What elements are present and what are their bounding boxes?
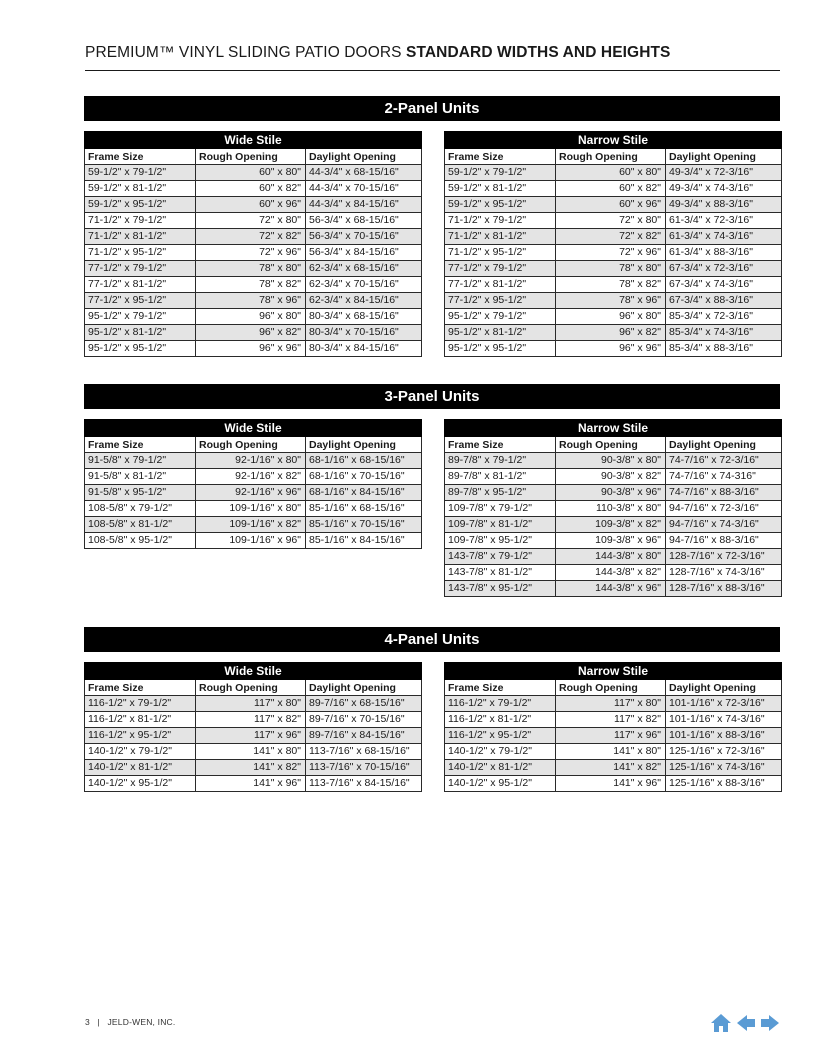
daylight-opening-cell: 44-3/4" x 68-15/16" xyxy=(306,165,422,181)
daylight-opening-cell: 89-7/16" x 68-15/16" xyxy=(306,696,422,712)
column-header-daylight-opening: Daylight Opening xyxy=(666,437,782,453)
column-header-frame-size: Frame Size xyxy=(445,149,556,165)
table-row xyxy=(445,712,782,728)
table-row xyxy=(85,181,422,197)
rough-opening-cell: 144-3/8" x 82" xyxy=(556,565,666,581)
next-page-icon[interactable] xyxy=(760,1013,780,1033)
rough-opening-cell: 117" x 82" xyxy=(196,712,306,728)
daylight-opening-cell: 113-7/16" x 70-15/16" xyxy=(306,760,422,776)
table-3-panel-wide-stile xyxy=(84,419,422,549)
page-number: 3 xyxy=(85,1017,90,1027)
rough-opening-cell: 90-3/8" x 82" xyxy=(556,469,666,485)
frame-size-cell: 140-1/2" x 95-1/2" xyxy=(85,776,196,792)
rough-opening-cell: 90-3/8" x 96" xyxy=(556,485,666,501)
rough-opening-cell: 109-1/16" x 82" xyxy=(196,517,306,533)
column-header-frame-size: Frame Size xyxy=(85,149,196,165)
daylight-opening-cell: 74-7/16" x 88-3/16" xyxy=(666,485,782,501)
frame-size-cell: 71-1/2" x 81-1/2" xyxy=(85,229,196,245)
frame-size-cell: 91-5/8" x 79-1/2" xyxy=(85,453,196,469)
frame-size-cell: 59-1/2" x 95-1/2" xyxy=(85,197,196,213)
daylight-opening-cell: 67-3/4" x 72-3/16" xyxy=(666,261,782,277)
rough-opening-cell: 72" x 96" xyxy=(196,245,306,261)
page-title-regular: PREMIUM™ VINYL SLIDING PATIO DOORS xyxy=(85,44,402,61)
rough-opening-cell: 60" x 80" xyxy=(196,165,306,181)
rough-opening-cell: 78" x 80" xyxy=(196,261,306,277)
rough-opening-cell: 72" x 96" xyxy=(556,245,666,261)
daylight-opening-cell: 113-7/16" x 84-15/16" xyxy=(306,776,422,792)
frame-size-cell: 71-1/2" x 79-1/2" xyxy=(445,213,556,229)
daylight-opening-cell: 94-7/16" x 72-3/16" xyxy=(666,501,782,517)
previous-page-icon[interactable] xyxy=(736,1013,756,1033)
table-row xyxy=(445,309,782,325)
table-row xyxy=(445,581,782,597)
rough-opening-cell: 96" x 96" xyxy=(196,341,306,357)
daylight-opening-cell: 85-3/4" x 72-3/16" xyxy=(666,309,782,325)
daylight-opening-cell: 113-7/16" x 68-15/16" xyxy=(306,744,422,760)
table-row xyxy=(85,760,422,776)
column-header-frame-size: Frame Size xyxy=(445,437,556,453)
rough-opening-cell: 92-1/16" x 96" xyxy=(196,485,306,501)
column-header-daylight-opening: Daylight Opening xyxy=(306,680,422,696)
frame-size-cell: 140-1/2" x 95-1/2" xyxy=(445,776,556,792)
frame-size-cell: 77-1/2" x 81-1/2" xyxy=(85,277,196,293)
frame-size-cell: 109-7/8" x 95-1/2" xyxy=(445,533,556,549)
frame-size-cell: 95-1/2" x 95-1/2" xyxy=(85,341,196,357)
daylight-opening-cell: 74-7/16" x 72-3/16" xyxy=(666,453,782,469)
daylight-opening-cell: 85-1/16" x 84-15/16" xyxy=(306,533,422,549)
rough-opening-cell: 144-3/8" x 96" xyxy=(556,581,666,597)
table-row xyxy=(85,517,422,533)
table-row xyxy=(85,325,422,341)
table-4-panel-narrow-stile xyxy=(444,662,782,792)
daylight-opening-cell: 44-3/4" x 84-15/16" xyxy=(306,197,422,213)
table-row xyxy=(85,776,422,792)
frame-size-cell: 77-1/2" x 95-1/2" xyxy=(445,293,556,309)
daylight-opening-cell: 80-3/4" x 84-15/16" xyxy=(306,341,422,357)
table-row xyxy=(85,229,422,245)
frame-size-cell: 59-1/2" x 79-1/2" xyxy=(85,165,196,181)
daylight-opening-cell: 85-1/16" x 68-15/16" xyxy=(306,501,422,517)
daylight-opening-cell: 80-3/4" x 68-15/16" xyxy=(306,309,422,325)
daylight-opening-cell: 68-1/16" x 68-15/16" xyxy=(306,453,422,469)
table-group-label: Wide Stile xyxy=(85,132,422,149)
column-header-rough-opening: Rough Opening xyxy=(196,149,306,165)
rough-opening-cell: 117" x 80" xyxy=(556,696,666,712)
table-row xyxy=(445,261,782,277)
daylight-opening-cell: 80-3/4" x 70-15/16" xyxy=(306,325,422,341)
table-row xyxy=(445,469,782,485)
frame-size-cell: 140-1/2" x 79-1/2" xyxy=(85,744,196,760)
daylight-opening-cell: 125-1/16" x 88-3/16" xyxy=(666,776,782,792)
frame-size-cell: 140-1/2" x 81-1/2" xyxy=(445,760,556,776)
table-row xyxy=(445,165,782,181)
rough-opening-cell: 72" x 82" xyxy=(196,229,306,245)
daylight-opening-cell: 61-3/4" x 72-3/16" xyxy=(666,213,782,229)
frame-size-cell: 143-7/8" x 79-1/2" xyxy=(445,549,556,565)
frame-size-cell: 59-1/2" x 79-1/2" xyxy=(445,165,556,181)
rough-opening-cell: 117" x 80" xyxy=(196,696,306,712)
rough-opening-cell: 109-1/16" x 80" xyxy=(196,501,306,517)
rough-opening-cell: 60" x 80" xyxy=(556,165,666,181)
table-row xyxy=(85,485,422,501)
table-row xyxy=(445,744,782,760)
rough-opening-cell: 60" x 96" xyxy=(556,197,666,213)
table-row xyxy=(85,453,422,469)
table-row xyxy=(445,181,782,197)
home-icon[interactable] xyxy=(710,1013,732,1033)
table-row xyxy=(85,696,422,712)
frame-size-cell: 71-1/2" x 79-1/2" xyxy=(85,213,196,229)
company-name: JELD-WEN, INC. xyxy=(107,1017,176,1027)
table-row xyxy=(445,776,782,792)
frame-size-cell: 77-1/2" x 79-1/2" xyxy=(445,261,556,277)
column-header-rough-opening: Rough Opening xyxy=(196,437,306,453)
frame-size-cell: 109-7/8" x 81-1/2" xyxy=(445,517,556,533)
frame-size-cell: 91-5/8" x 81-1/2" xyxy=(85,469,196,485)
frame-size-cell: 91-5/8" x 95-1/2" xyxy=(85,485,196,501)
rough-opening-cell: 96" x 80" xyxy=(196,309,306,325)
column-header-daylight-opening: Daylight Opening xyxy=(666,680,782,696)
rough-opening-cell: 60" x 96" xyxy=(196,197,306,213)
table-row xyxy=(445,501,782,517)
daylight-opening-cell: 67-3/4" x 74-3/16" xyxy=(666,277,782,293)
section-title-2-panel: 2-Panel Units xyxy=(84,96,780,121)
table-row xyxy=(445,485,782,501)
table-row xyxy=(445,453,782,469)
frame-size-cell: 71-1/2" x 95-1/2" xyxy=(445,245,556,261)
rough-opening-cell: 110-3/8" x 80" xyxy=(556,501,666,517)
daylight-opening-cell: 125-1/16" x 72-3/16" xyxy=(666,744,782,760)
frame-size-cell: 109-7/8" x 79-1/2" xyxy=(445,501,556,517)
daylight-opening-cell: 61-3/4" x 88-3/16" xyxy=(666,245,782,261)
frame-size-cell: 108-5/8" x 95-1/2" xyxy=(85,533,196,549)
daylight-opening-cell: 56-3/4" x 68-15/16" xyxy=(306,213,422,229)
daylight-opening-cell: 44-3/4" x 70-15/16" xyxy=(306,181,422,197)
frame-size-cell: 95-1/2" x 79-1/2" xyxy=(445,309,556,325)
rough-opening-cell: 96" x 82" xyxy=(556,325,666,341)
rough-opening-cell: 60" x 82" xyxy=(196,181,306,197)
rough-opening-cell: 117" x 96" xyxy=(556,728,666,744)
table-row xyxy=(445,549,782,565)
frame-size-cell: 89-7/8" x 79-1/2" xyxy=(445,453,556,469)
table-row xyxy=(85,501,422,517)
column-header-rough-opening: Rough Opening xyxy=(556,680,666,696)
rough-opening-cell: 109-3/8" x 82" xyxy=(556,517,666,533)
frame-size-cell: 59-1/2" x 81-1/2" xyxy=(445,181,556,197)
footer-separator: | xyxy=(97,1017,100,1027)
daylight-opening-cell: 49-3/4" x 72-3/16" xyxy=(666,165,782,181)
table-row xyxy=(445,293,782,309)
daylight-opening-cell: 128-7/16" x 88-3/16" xyxy=(666,581,782,597)
title-rule xyxy=(85,70,780,71)
daylight-opening-cell: 128-7/16" x 74-3/16" xyxy=(666,565,782,581)
daylight-opening-cell: 125-1/16" x 74-3/16" xyxy=(666,760,782,776)
frame-size-cell: 71-1/2" x 95-1/2" xyxy=(85,245,196,261)
table-row xyxy=(445,696,782,712)
table-row xyxy=(85,245,422,261)
rough-opening-cell: 60" x 82" xyxy=(556,181,666,197)
frame-size-cell: 143-7/8" x 81-1/2" xyxy=(445,565,556,581)
daylight-opening-cell: 56-3/4" x 70-15/16" xyxy=(306,229,422,245)
frame-size-cell: 77-1/2" x 95-1/2" xyxy=(85,293,196,309)
daylight-opening-cell: 128-7/16" x 72-3/16" xyxy=(666,549,782,565)
frame-size-cell: 143-7/8" x 95-1/2" xyxy=(445,581,556,597)
daylight-opening-cell: 85-3/4" x 74-3/16" xyxy=(666,325,782,341)
daylight-opening-cell: 101-1/16" x 74-3/16" xyxy=(666,712,782,728)
table-row xyxy=(85,469,422,485)
rough-opening-cell: 109-1/16" x 96" xyxy=(196,533,306,549)
frame-size-cell: 116-1/2" x 79-1/2" xyxy=(445,696,556,712)
frame-size-cell: 140-1/2" x 79-1/2" xyxy=(445,744,556,760)
column-header-frame-size: Frame Size xyxy=(85,437,196,453)
table-row xyxy=(85,197,422,213)
rough-opening-cell: 117" x 82" xyxy=(556,712,666,728)
rough-opening-cell: 72" x 80" xyxy=(556,213,666,229)
rough-opening-cell: 96" x 82" xyxy=(196,325,306,341)
daylight-opening-cell: 68-1/16" x 70-15/16" xyxy=(306,469,422,485)
rough-opening-cell: 117" x 96" xyxy=(196,728,306,744)
rough-opening-cell: 78" x 82" xyxy=(196,277,306,293)
rough-opening-cell: 92-1/16" x 82" xyxy=(196,469,306,485)
table-row xyxy=(445,325,782,341)
frame-size-cell: 95-1/2" x 81-1/2" xyxy=(85,325,196,341)
column-header-daylight-opening: Daylight Opening xyxy=(306,437,422,453)
column-header-rough-opening: Rough Opening xyxy=(556,437,666,453)
frame-size-cell: 59-1/2" x 95-1/2" xyxy=(445,197,556,213)
rough-opening-cell: 141" x 96" xyxy=(196,776,306,792)
table-row xyxy=(445,277,782,293)
rough-opening-cell: 141" x 82" xyxy=(196,760,306,776)
daylight-opening-cell: 101-1/16" x 72-3/16" xyxy=(666,696,782,712)
daylight-opening-cell: 89-7/16" x 84-15/16" xyxy=(306,728,422,744)
section-title-3-panel: 3-Panel Units xyxy=(84,384,780,409)
table-2-panel-wide-stile xyxy=(84,131,422,357)
table-row xyxy=(85,165,422,181)
table-row xyxy=(85,533,422,549)
daylight-opening-cell: 49-3/4" x 88-3/16" xyxy=(666,197,782,213)
frame-size-cell: 77-1/2" x 81-1/2" xyxy=(445,277,556,293)
daylight-opening-cell: 56-3/4" x 84-15/16" xyxy=(306,245,422,261)
daylight-opening-cell: 62-3/4" x 70-15/16" xyxy=(306,277,422,293)
table-3-panel-narrow-stile xyxy=(444,419,782,597)
daylight-opening-cell: 67-3/4" x 88-3/16" xyxy=(666,293,782,309)
table-row xyxy=(85,277,422,293)
daylight-opening-cell: 89-7/16" x 70-15/16" xyxy=(306,712,422,728)
rough-opening-cell: 92-1/16" x 80" xyxy=(196,453,306,469)
page-title-bold: STANDARD WIDTHS AND HEIGHTS xyxy=(406,44,671,61)
daylight-opening-cell: 68-1/16" x 84-15/16" xyxy=(306,485,422,501)
frame-size-cell: 116-1/2" x 95-1/2" xyxy=(85,728,196,744)
rough-opening-cell: 141" x 80" xyxy=(196,744,306,760)
rough-opening-cell: 141" x 82" xyxy=(556,760,666,776)
table-row xyxy=(445,728,782,744)
rough-opening-cell: 141" x 96" xyxy=(556,776,666,792)
table-group-label: Narrow Stile xyxy=(445,420,782,437)
frame-size-cell: 95-1/2" x 79-1/2" xyxy=(85,309,196,325)
table-row xyxy=(85,213,422,229)
column-header-frame-size: Frame Size xyxy=(85,680,196,696)
frame-size-cell: 108-5/8" x 79-1/2" xyxy=(85,501,196,517)
daylight-opening-cell: 62-3/4" x 84-15/16" xyxy=(306,293,422,309)
rough-opening-cell: 109-3/8" x 96" xyxy=(556,533,666,549)
column-header-daylight-opening: Daylight Opening xyxy=(306,149,422,165)
table-row xyxy=(445,533,782,549)
frame-size-cell: 116-1/2" x 95-1/2" xyxy=(445,728,556,744)
daylight-opening-cell: 101-1/16" x 88-3/16" xyxy=(666,728,782,744)
table-row xyxy=(445,760,782,776)
column-header-frame-size: Frame Size xyxy=(445,680,556,696)
rough-opening-cell: 90-3/8" x 80" xyxy=(556,453,666,469)
frame-size-cell: 140-1/2" x 81-1/2" xyxy=(85,760,196,776)
table-row xyxy=(445,213,782,229)
table-group-label: Narrow Stile xyxy=(445,663,782,680)
table-2-panel-narrow-stile xyxy=(444,131,782,357)
table-row xyxy=(445,197,782,213)
rough-opening-cell: 78" x 80" xyxy=(556,261,666,277)
daylight-opening-cell: 74-7/16" x 74-316" xyxy=(666,469,782,485)
table-row xyxy=(85,341,422,357)
frame-size-cell: 95-1/2" x 81-1/2" xyxy=(445,325,556,341)
table-row xyxy=(445,341,782,357)
frame-size-cell: 95-1/2" x 95-1/2" xyxy=(445,341,556,357)
table-row xyxy=(445,245,782,261)
frame-size-cell: 89-7/8" x 81-1/2" xyxy=(445,469,556,485)
table-row xyxy=(85,293,422,309)
rough-opening-cell: 96" x 80" xyxy=(556,309,666,325)
frame-size-cell: 116-1/2" x 81-1/2" xyxy=(445,712,556,728)
column-header-rough-opening: Rough Opening xyxy=(196,680,306,696)
daylight-opening-cell: 62-3/4" x 68-15/16" xyxy=(306,261,422,277)
rough-opening-cell: 78" x 96" xyxy=(196,293,306,309)
daylight-opening-cell: 94-7/16" x 74-3/16" xyxy=(666,517,782,533)
rough-opening-cell: 72" x 80" xyxy=(196,213,306,229)
table-row xyxy=(85,309,422,325)
table-row xyxy=(445,229,782,245)
table-group-label: Wide Stile xyxy=(85,420,422,437)
frame-size-cell: 89-7/8" x 95-1/2" xyxy=(445,485,556,501)
rough-opening-cell: 72" x 82" xyxy=(556,229,666,245)
rough-opening-cell: 78" x 96" xyxy=(556,293,666,309)
frame-size-cell: 116-1/2" x 79-1/2" xyxy=(85,696,196,712)
daylight-opening-cell: 85-1/16" x 70-15/16" xyxy=(306,517,422,533)
rough-opening-cell: 144-3/8" x 80" xyxy=(556,549,666,565)
table-group-label: Narrow Stile xyxy=(445,132,782,149)
daylight-opening-cell: 61-3/4" x 74-3/16" xyxy=(666,229,782,245)
table-row xyxy=(85,261,422,277)
page-title xyxy=(85,44,779,62)
frame-size-cell: 71-1/2" x 81-1/2" xyxy=(445,229,556,245)
frame-size-cell: 77-1/2" x 79-1/2" xyxy=(85,261,196,277)
column-header-daylight-opening: Daylight Opening xyxy=(666,149,782,165)
table-row xyxy=(85,712,422,728)
table-row xyxy=(445,565,782,581)
daylight-opening-cell: 85-3/4" x 88-3/16" xyxy=(666,341,782,357)
section-title-4-panel: 4-Panel Units xyxy=(84,627,780,652)
frame-size-cell: 116-1/2" x 81-1/2" xyxy=(85,712,196,728)
rough-opening-cell: 78" x 82" xyxy=(556,277,666,293)
page-footer xyxy=(85,1017,175,1027)
rough-opening-cell: 141" x 80" xyxy=(556,744,666,760)
column-header-rough-opening: Rough Opening xyxy=(556,149,666,165)
table-row xyxy=(85,728,422,744)
frame-size-cell: 59-1/2" x 81-1/2" xyxy=(85,181,196,197)
table-row xyxy=(85,744,422,760)
daylight-opening-cell: 49-3/4" x 74-3/16" xyxy=(666,181,782,197)
frame-size-cell: 108-5/8" x 81-1/2" xyxy=(85,517,196,533)
rough-opening-cell: 96" x 96" xyxy=(556,341,666,357)
daylight-opening-cell: 94-7/16" x 88-3/16" xyxy=(666,533,782,549)
table-4-panel-wide-stile xyxy=(84,662,422,792)
table-group-label: Wide Stile xyxy=(85,663,422,680)
table-row xyxy=(445,517,782,533)
